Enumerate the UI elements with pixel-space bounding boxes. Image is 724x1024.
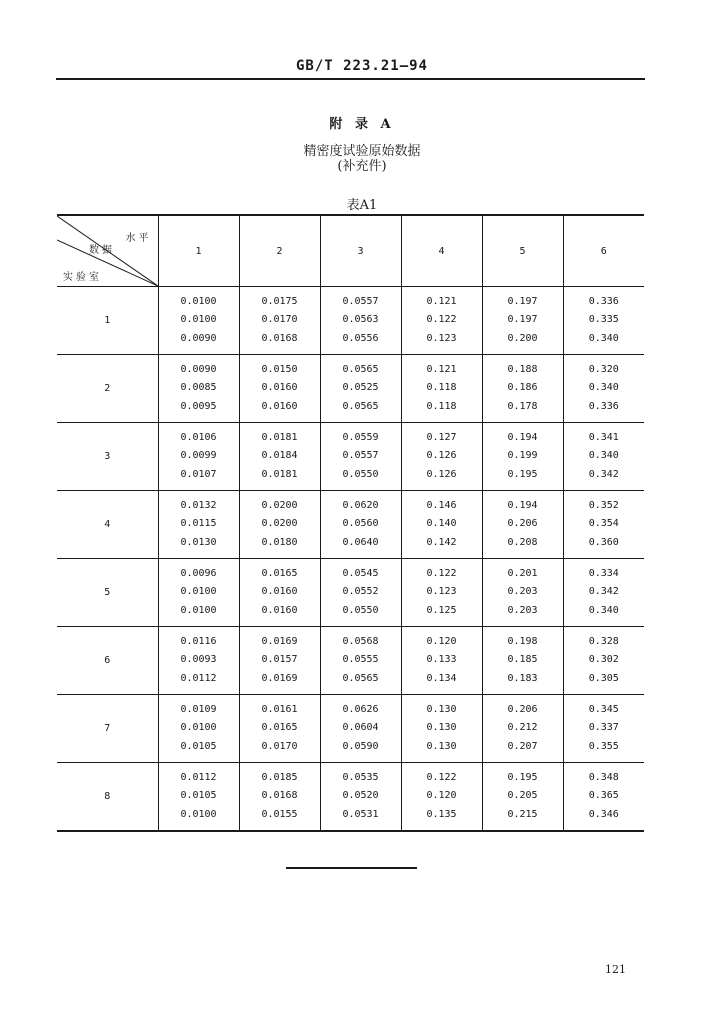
measurement-value: 0.0565: [342, 400, 379, 412]
measurement-value: 0.0095: [180, 400, 217, 412]
standard-code: GB/T 223.21—94: [295, 58, 428, 74]
measurement-value: 0.208: [507, 536, 538, 548]
measurement-value: 0.340: [588, 332, 619, 344]
table-caption: 表A1: [346, 198, 378, 213]
measurement-value: 0.126: [426, 468, 457, 480]
data-cell: [239, 559, 320, 627]
measurement-value: 0.183: [507, 672, 538, 684]
measurement-value: 0.0100: [180, 722, 217, 734]
data-cell: [158, 695, 239, 763]
data-cell: [401, 491, 482, 559]
precision-data-table: [57, 214, 644, 832]
measurement-value: 0.0531: [342, 808, 379, 820]
measurement-value: 0.0170: [261, 314, 298, 326]
measurement-value: 0.0168: [261, 790, 298, 802]
lab-number-cell: 8: [57, 763, 158, 832]
measurement-value: 0.118: [426, 400, 457, 412]
data-cell: [320, 355, 401, 423]
measurement-value: 0.133: [426, 654, 457, 666]
measurement-value: 0.215: [507, 808, 538, 820]
measurement-value: 0.197: [507, 314, 538, 326]
table-row: [57, 355, 644, 423]
measurement-value: 0.123: [426, 332, 457, 344]
header-rule: [56, 78, 645, 80]
measurement-value: 0.340: [588, 450, 619, 462]
measurement-value: 0.0160: [261, 586, 298, 598]
measurement-value: 0.0180: [261, 536, 298, 548]
lab-number-cell: 1: [57, 287, 158, 355]
level-header-cell: 3: [320, 215, 401, 287]
measurement-value: 0.0155: [261, 808, 298, 820]
annex-note: (补充件): [337, 159, 387, 174]
measurement-value: 0.178: [507, 400, 538, 412]
table-row: [57, 559, 644, 627]
measurement-value: 0.123: [426, 586, 457, 598]
data-cell: [239, 627, 320, 695]
data-cell: [482, 695, 563, 763]
measurement-value: 0.206: [507, 518, 538, 530]
data-cell: [158, 627, 239, 695]
measurement-value: 0.305: [588, 672, 619, 684]
measurement-value: 0.0112: [180, 672, 217, 684]
table-row: [57, 491, 644, 559]
data-cell: [482, 763, 563, 832]
measurement-value: 0.0100: [180, 586, 217, 598]
measurement-value: 0.0096: [180, 567, 217, 579]
measurement-value: 0.0105: [180, 790, 217, 802]
annex-subtitle: 精密度试验原始数据: [303, 144, 421, 159]
data-cell: [563, 695, 644, 763]
data-cell: [482, 355, 563, 423]
measurement-value: 0.0560: [342, 518, 379, 530]
level-header-cell: 4: [401, 215, 482, 287]
measurement-value: 0.346: [588, 808, 619, 820]
level-header-cell: 6: [563, 215, 644, 287]
data-cell: [320, 491, 401, 559]
measurement-value: 0.337: [588, 722, 619, 734]
measurement-value: 0.0169: [261, 635, 298, 647]
data-cell: [482, 559, 563, 627]
measurement-value: 0.0090: [180, 363, 217, 375]
measurement-value: 0.342: [588, 468, 619, 480]
measurement-value: 0.203: [507, 586, 538, 598]
measurement-value: 0.320: [588, 363, 619, 375]
data-cell: [401, 423, 482, 491]
data-cell: [563, 355, 644, 423]
measurement-value: 0.206: [507, 703, 538, 715]
data-cell: [320, 559, 401, 627]
measurement-value: 0.0604: [342, 722, 379, 734]
measurement-value: 0.0150: [261, 363, 298, 375]
measurement-value: 0.0115: [180, 518, 217, 530]
measurement-value: 0.0557: [342, 450, 379, 462]
measurement-value: 0.0545: [342, 567, 379, 579]
data-cell: [320, 695, 401, 763]
measurement-value: 0.0568: [342, 635, 379, 647]
measurement-value: 0.207: [507, 740, 538, 752]
measurement-value: 0.0181: [261, 468, 298, 480]
measurement-value: 0.122: [426, 771, 457, 783]
measurement-value: 0.0525: [342, 382, 379, 394]
measurement-value: 0.0160: [261, 400, 298, 412]
data-cell: [239, 695, 320, 763]
measurement-value: 0.185: [507, 654, 538, 666]
data-cell: [401, 627, 482, 695]
measurement-value: 0.194: [507, 431, 538, 443]
measurement-value: 0.121: [426, 363, 457, 375]
measurement-value: 0.0107: [180, 468, 217, 480]
data-cell: [320, 763, 401, 832]
data-cell: [401, 287, 482, 355]
measurement-value: 0.194: [507, 499, 538, 511]
data-cell: [563, 491, 644, 559]
measurement-value: 0.360: [588, 536, 619, 548]
measurement-value: 0.0109: [180, 703, 217, 715]
measurement-value: 0.334: [588, 567, 619, 579]
measurement-value: 0.0160: [261, 604, 298, 616]
lab-number-cell: 4: [57, 491, 158, 559]
measurement-value: 0.0090: [180, 332, 217, 344]
measurement-value: 0.122: [426, 567, 457, 579]
level-header-cell: 1: [158, 215, 239, 287]
measurement-value: 0.197: [507, 295, 538, 307]
measurement-value: 0.0590: [342, 740, 379, 752]
measurement-value: 0.0550: [342, 468, 379, 480]
measurement-value: 0.200: [507, 332, 538, 344]
data-cell: [239, 423, 320, 491]
measurement-value: 0.0105: [180, 740, 217, 752]
table-row: [57, 423, 644, 491]
measurement-value: 0.342: [588, 586, 619, 598]
measurement-value: 0.195: [507, 771, 538, 783]
measurement-value: 0.302: [588, 654, 619, 666]
measurement-value: 0.0130: [180, 536, 217, 548]
corner-label-level: 水平: [125, 233, 152, 244]
measurement-value: 0.340: [588, 604, 619, 616]
measurement-value: 0.0200: [261, 499, 298, 511]
measurement-value: 0.0168: [261, 332, 298, 344]
measurement-value: 0.0557: [342, 295, 379, 307]
table-row: [57, 695, 644, 763]
data-cell: [320, 627, 401, 695]
corner-label-data: 数据: [89, 245, 115, 256]
measurement-value: 0.0565: [342, 672, 379, 684]
measurement-value: 0.0626: [342, 703, 379, 715]
measurement-value: 0.0555: [342, 654, 379, 666]
measurement-value: 0.0535: [342, 771, 379, 783]
data-cell: [239, 287, 320, 355]
measurement-value: 0.121: [426, 295, 457, 307]
measurement-value: 0.352: [588, 499, 619, 511]
measurement-value: 0.0157: [261, 654, 298, 666]
lab-number-cell: 5: [57, 559, 158, 627]
measurement-value: 0.0169: [261, 672, 298, 684]
measurement-value: 0.0181: [261, 431, 298, 443]
measurement-value: 0.142: [426, 536, 457, 548]
measurement-value: 0.0085: [180, 382, 217, 394]
measurement-value: 0.122: [426, 314, 457, 326]
data-cell: [563, 559, 644, 627]
data-cell: [401, 695, 482, 763]
data-cell: [563, 287, 644, 355]
measurement-value: 0.201: [507, 567, 538, 579]
measurement-value: 0.328: [588, 635, 619, 647]
data-cell: [158, 355, 239, 423]
data-cell: [482, 287, 563, 355]
measurement-value: 0.198: [507, 635, 538, 647]
measurement-value: 0.0165: [261, 722, 298, 734]
measurement-value: 0.0185: [261, 771, 298, 783]
measurement-value: 0.336: [588, 400, 619, 412]
measurement-value: 0.354: [588, 518, 619, 530]
measurement-value: 0.0552: [342, 586, 379, 598]
measurement-value: 0.0200: [261, 518, 298, 530]
lab-number-cell: 2: [57, 355, 158, 423]
measurement-value: 0.0165: [261, 567, 298, 579]
data-cell: [563, 423, 644, 491]
measurement-value: 0.345: [588, 703, 619, 715]
measurement-value: 0.203: [507, 604, 538, 616]
measurement-value: 0.0132: [180, 499, 217, 511]
measurement-value: 0.348: [588, 771, 619, 783]
end-rule: [286, 867, 417, 869]
measurement-value: 0.195: [507, 468, 538, 480]
data-cell: [158, 559, 239, 627]
measurement-value: 0.0559: [342, 431, 379, 443]
data-cell: [239, 355, 320, 423]
measurement-value: 0.186: [507, 382, 538, 394]
measurement-value: 0.212: [507, 722, 538, 734]
measurement-value: 0.0100: [180, 314, 217, 326]
data-cell: [158, 287, 239, 355]
data-cell: [158, 423, 239, 491]
data-cell: [401, 355, 482, 423]
measurement-value: 0.0093: [180, 654, 217, 666]
annex-title: 附 录 A: [329, 117, 395, 132]
measurement-value: 0.0099: [180, 450, 217, 462]
measurement-value: 0.205: [507, 790, 538, 802]
measurement-value: 0.0160: [261, 382, 298, 394]
measurement-value: 0.0175: [261, 295, 298, 307]
measurement-value: 0.0550: [342, 604, 379, 616]
lab-number-cell: 6: [57, 627, 158, 695]
measurement-value: 0.126: [426, 450, 457, 462]
measurement-value: 0.340: [588, 382, 619, 394]
measurement-value: 0.130: [426, 703, 457, 715]
measurement-value: 0.0520: [342, 790, 379, 802]
measurement-value: 0.0100: [180, 604, 217, 616]
measurement-value: 0.336: [588, 295, 619, 307]
measurement-value: 0.0100: [180, 295, 217, 307]
measurement-value: 0.127: [426, 431, 457, 443]
data-cell: [320, 423, 401, 491]
measurement-value: 0.0565: [342, 363, 379, 375]
data-cell: [158, 491, 239, 559]
data-cell: [158, 763, 239, 832]
measurement-value: 0.355: [588, 740, 619, 752]
measurement-value: 0.188: [507, 363, 538, 375]
lab-number-cell: 3: [57, 423, 158, 491]
measurement-value: 0.120: [426, 790, 457, 802]
data-cell: [482, 423, 563, 491]
measurement-value: 0.130: [426, 740, 457, 752]
lab-number-cell: 7: [57, 695, 158, 763]
measurement-value: 0.0640: [342, 536, 379, 548]
measurement-value: 0.118: [426, 382, 457, 394]
data-cell: [563, 627, 644, 695]
level-header-cell: 2: [239, 215, 320, 287]
measurement-value: 0.130: [426, 722, 457, 734]
data-cell: [401, 559, 482, 627]
table-row: [57, 627, 644, 695]
measurement-value: 0.135: [426, 808, 457, 820]
data-cell: [563, 763, 644, 832]
data-cell: [401, 763, 482, 832]
corner-label-lab: 实验室: [63, 272, 102, 283]
measurement-value: 0.0563: [342, 314, 379, 326]
measurement-value: 0.0556: [342, 332, 379, 344]
table-header-row: [57, 215, 644, 287]
measurement-value: 0.0184: [261, 450, 298, 462]
measurement-value: 0.0116: [180, 635, 217, 647]
measurement-value: 0.146: [426, 499, 457, 511]
data-cell: [320, 287, 401, 355]
table-row: [57, 763, 644, 832]
data-cell: [239, 763, 320, 832]
measurement-value: 0.140: [426, 518, 457, 530]
measurement-value: 0.0161: [261, 703, 298, 715]
measurement-value: 0.120: [426, 635, 457, 647]
measurement-value: 0.125: [426, 604, 457, 616]
level-header-cell: 5: [482, 215, 563, 287]
table-body: [57, 287, 644, 832]
page-number: 121: [605, 963, 626, 976]
measurement-value: 0.134: [426, 672, 457, 684]
measurement-value: 0.0170: [261, 740, 298, 752]
corner-header-cell: [57, 215, 158, 287]
data-cell: [482, 627, 563, 695]
table-row: [57, 287, 644, 355]
data-cell: [482, 491, 563, 559]
measurement-value: 0.0106: [180, 431, 217, 443]
measurement-value: 0.365: [588, 790, 619, 802]
measurement-value: 0.0620: [342, 499, 379, 511]
measurement-value: 0.335: [588, 314, 619, 326]
measurement-value: 0.199: [507, 450, 538, 462]
measurement-value: 0.0112: [180, 771, 217, 783]
measurement-value: 0.0100: [180, 808, 217, 820]
data-cell: [239, 491, 320, 559]
measurement-value: 0.341: [588, 431, 619, 443]
